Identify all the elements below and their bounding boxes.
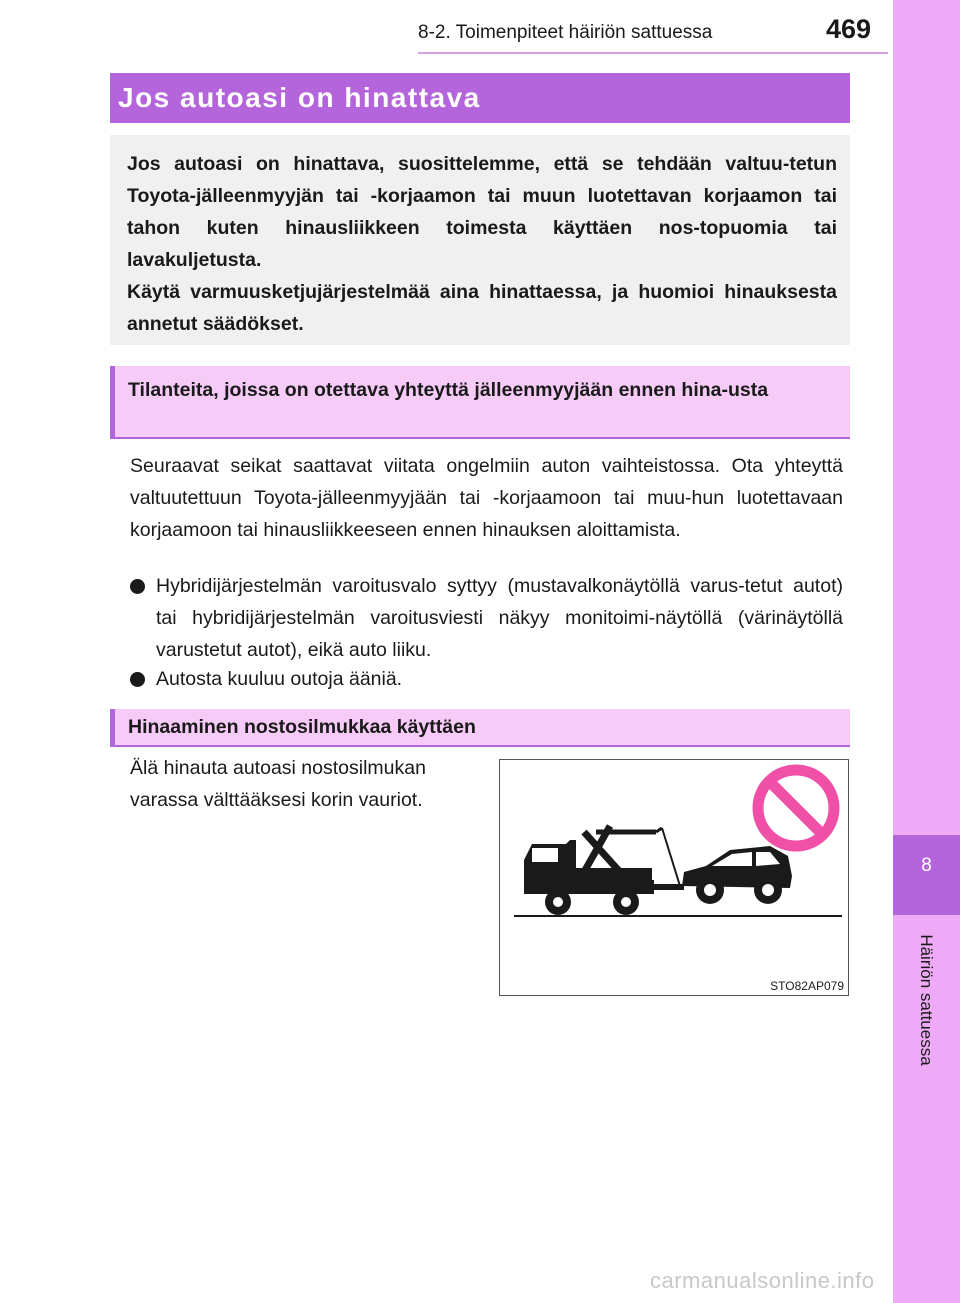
prohibition-icon (758, 770, 834, 846)
page-title: Jos autoasi on hinattava (118, 82, 481, 113)
tow-truck-car-drawing (500, 760, 848, 995)
section-heading: Hinaaminen nostosilmukkaa käyttäen (128, 716, 476, 738)
list-item (130, 663, 843, 695)
running-header: 8-2. Toimenpiteet häiriön sattuessa (418, 22, 713, 43)
section-body: Seuraavat seikat saattavat viitata ongelmiin auton vaihteistossa. Ota yhteyttä valtuutettuun Toyota-jälleenmyyjään tai -korjaamoon tai muu-hun luotettavaan korjaamoon tai hinausliikkeeseen ennen hinauksen aloittamista. (130, 455, 843, 541)
page-number: 469 (826, 14, 872, 44)
list-item (130, 570, 843, 666)
illustration-code: STO82AP079 (770, 979, 844, 993)
intro-text (127, 148, 837, 340)
tow-truck-icon (524, 826, 684, 915)
towing-illustration (499, 759, 849, 996)
chapter-title: Häiriön sattuessa (917, 934, 936, 1066)
section-heading: Tilanteita, joissa on otettava yhteyttä jälleenmyyjään ennen hina-usta (128, 379, 769, 401)
chapter-side-tab (893, 0, 960, 1303)
car-icon (682, 846, 792, 904)
section-body: Älä hinauta autoasi nostosilmukan varassa välttääksesi korin vauriot. (130, 757, 426, 811)
list-item-text: Hybridijärjestelmän varoitusvalo syttyy (mustavalkonäytöllä varus-tetut autot) tai hybridijärjestelmän varoitusviesti näkyy monitoimi-näytöllä (värinäytöllä varustetut autot), eikä auto liiku. (156, 575, 843, 661)
list-item-text: Autosta kuuluu outoja ääniä. (156, 668, 403, 690)
intro-paragraph: Käytä varmuusketjujärjestelmää aina hinattaessa, ja huomioi hinauksesta annetut säädökset. (127, 281, 837, 335)
bullet-icon (130, 672, 145, 687)
intro-paragraph: Jos autoasi on hinattava, suosittelemme, että se tehdään valtuu-tetun Toyota-jälleenmyyjän tai -korjaamon tai muun luotettavan korjaamon tai tahon kuten hinausliikkeen toimesta käyttäen nos-topuomia tai lavakuljetusta. (127, 153, 837, 271)
watermark: carmanualsonline.info (650, 1268, 875, 1293)
bullet-icon (130, 579, 145, 594)
chapter-number: 8 (921, 855, 932, 876)
header-divider (418, 52, 888, 54)
